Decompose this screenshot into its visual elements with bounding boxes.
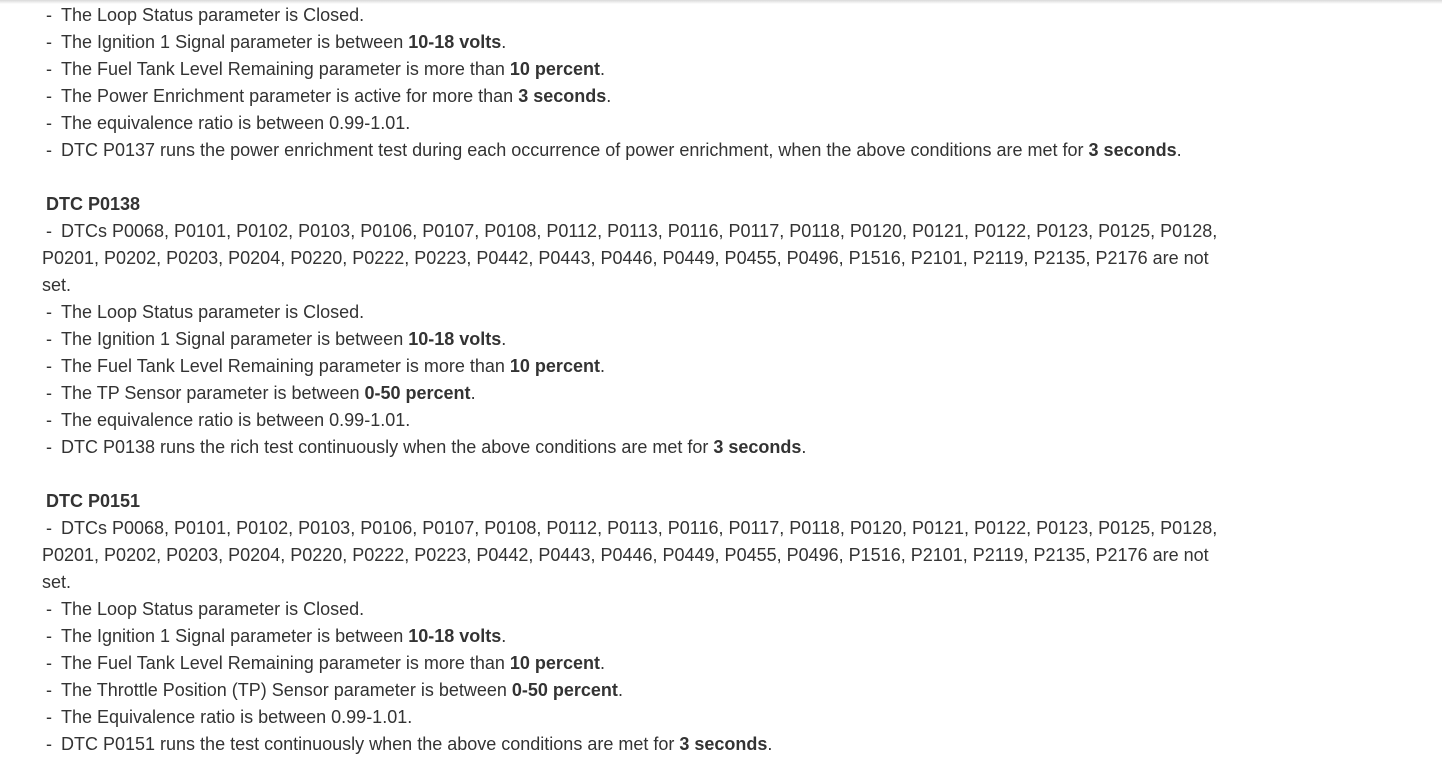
bold-value: 0-50 percent <box>511 680 618 700</box>
condition-item <box>42 83 1282 110</box>
dtc-list-line <box>42 542 1282 569</box>
condition-item <box>42 299 1282 326</box>
condition-item <box>42 731 1282 758</box>
dtc-list-text: DTCs P0068, P0101, P0102, P0103, P0106, P0107, P0108, P0112, P0113, P0116, P0117, P0118, P0120, P0121, P0122, P0123, P0125, P0128, <box>61 518 1218 538</box>
bullet-dash: - <box>46 113 52 133</box>
condition-item <box>42 407 1282 434</box>
item-text: . <box>599 653 605 673</box>
section-spacer <box>42 164 1282 191</box>
bullet-dash: - <box>46 437 52 457</box>
bold-value: 10 percent <box>509 356 600 376</box>
bullet-dash: - <box>46 86 52 106</box>
dtc-list-text: P0201, P0202, P0203, P0204, P0220, P0222, P0223, P0442, P0443, P0446, P0449, P0455, P0496, P1516, P2101, P2119, P2135, P2176 are not <box>42 248 1209 268</box>
bold-value: 3 seconds <box>679 734 768 754</box>
item-text: . <box>767 734 773 754</box>
item-text: The Ignition 1 Signal parameter is between <box>61 329 409 349</box>
condition-item <box>42 137 1282 164</box>
item-text: . <box>501 626 507 646</box>
bullet-dash: - <box>46 221 52 241</box>
condition-item <box>42 596 1282 623</box>
condition-item <box>42 56 1282 83</box>
item-text: DTC P0151 runs the test continuously when the above conditions are met for <box>61 734 680 754</box>
bullet-dash: - <box>46 653 52 673</box>
section-heading: DTC P0151 <box>46 491 141 511</box>
bullet-dash: - <box>46 32 52 52</box>
bullet-dash: - <box>46 59 52 79</box>
item-text: The Ignition 1 Signal parameter is between <box>61 32 409 52</box>
bullet-dash: - <box>46 302 52 322</box>
dtc-list-text: DTCs P0068, P0101, P0102, P0103, P0106, P0107, P0108, P0112, P0113, P0116, P0117, P0118, P0120, P0121, P0122, P0123, P0125, P0128, <box>61 221 1218 241</box>
bold-value: 10 percent <box>509 653 600 673</box>
condition-item <box>42 110 1282 137</box>
dtc-list-text: set. <box>42 572 72 592</box>
condition-item <box>42 353 1282 380</box>
condition-item <box>42 704 1282 731</box>
item-text: The equivalence ratio is between 0.99-1.01. <box>61 410 411 430</box>
item-text: The Fuel Tank Level Remaining parameter is more than <box>61 356 510 376</box>
bold-value: 0-50 percent <box>364 383 471 403</box>
bullet-dash: - <box>46 734 52 754</box>
item-text: . <box>501 329 507 349</box>
section-spacer <box>42 461 1282 488</box>
bullet-dash: - <box>46 383 52 403</box>
condition-item <box>42 650 1282 677</box>
item-text: The Ignition 1 Signal parameter is between <box>61 626 409 646</box>
bold-value: 10-18 volts <box>408 32 502 52</box>
bullet-dash: - <box>46 329 52 349</box>
bold-value: 3 seconds <box>713 437 802 457</box>
dtc-list-text: P0201, P0202, P0203, P0204, P0220, P0222, P0223, P0442, P0443, P0446, P0449, P0455, P0496, P1516, P2101, P2119, P2135, P2176 are not <box>42 545 1209 565</box>
item-text: . <box>617 680 623 700</box>
bullet-dash: - <box>46 410 52 430</box>
dtc-list-line <box>42 245 1282 272</box>
item-text: . <box>470 383 476 403</box>
item-text: . <box>801 437 807 457</box>
item-text: The TP Sensor parameter is between <box>61 383 365 403</box>
condition-item <box>42 2 1282 29</box>
item-text: The Fuel Tank Level Remaining parameter is more than <box>61 653 510 673</box>
bullet-dash: - <box>46 707 52 727</box>
bold-value: 10-18 volts <box>408 329 502 349</box>
dtc-list-text: set. <box>42 275 72 295</box>
condition-item <box>42 677 1282 704</box>
condition-item <box>42 29 1282 56</box>
section-heading: DTC P0138 <box>46 194 141 214</box>
item-text: . <box>599 59 605 79</box>
item-text: The Loop Status parameter is Closed. <box>61 302 365 322</box>
item-text: The Loop Status parameter is Closed. <box>61 599 365 619</box>
bullet-dash: - <box>46 680 52 700</box>
dtc-list-line <box>42 569 1282 596</box>
bold-value: 10-18 volts <box>408 626 502 646</box>
item-text: DTC P0137 runs the power enrichment test during each occurrence of power enrichment, when the above conditions are met for <box>61 140 1089 160</box>
condition-item <box>42 623 1282 650</box>
item-text: . <box>501 32 507 52</box>
item-text: . <box>1176 140 1182 160</box>
item-text: The Equivalence ratio is between 0.99-1.01. <box>61 707 413 727</box>
dtc-list-line <box>42 218 1282 245</box>
item-text: The Loop Status parameter is Closed. <box>61 5 365 25</box>
bullet-dash: - <box>46 356 52 376</box>
item-text: . <box>599 356 605 376</box>
condition-item <box>42 326 1282 353</box>
dtc-list-line <box>42 272 1282 299</box>
bullet-dash: - <box>46 626 52 646</box>
bullet-dash: - <box>46 518 52 538</box>
bold-value: 3 seconds <box>1088 140 1177 160</box>
item-text: The Fuel Tank Level Remaining parameter is more than <box>61 59 510 79</box>
bullet-dash: - <box>46 140 52 160</box>
condition-item <box>42 380 1282 407</box>
item-text: The Power Enrichment parameter is active for more than <box>61 86 519 106</box>
item-text: . <box>606 86 612 106</box>
bullet-dash: - <box>46 5 52 25</box>
bullet-dash: - <box>46 599 52 619</box>
item-text: The Throttle Position (TP) Sensor parameter is between <box>61 680 512 700</box>
item-text: DTC P0138 runs the rich test continuously when the above conditions are met for <box>61 437 714 457</box>
item-text: The equivalence ratio is between 0.99-1.01. <box>61 113 411 133</box>
condition-item <box>42 434 1282 461</box>
dtc-list-line <box>42 515 1282 542</box>
bold-value: 3 seconds <box>518 86 607 106</box>
document-body <box>42 2 1282 758</box>
bold-value: 10 percent <box>509 59 600 79</box>
